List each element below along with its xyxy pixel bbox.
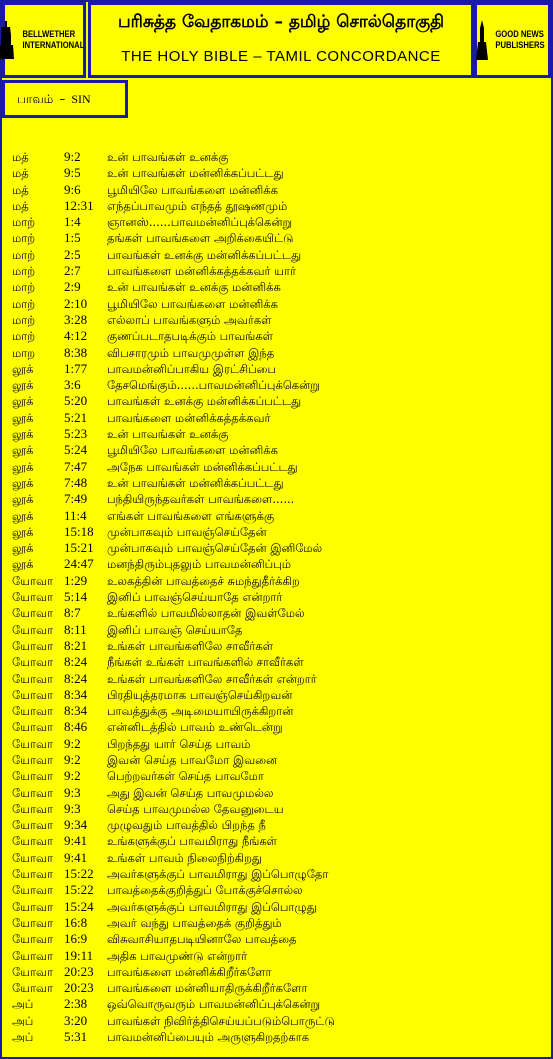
- entry-reference: 2:5: [64, 246, 81, 262]
- entry-book: யோவா: [12, 590, 54, 605]
- entry-reference: 2:38: [64, 996, 88, 1012]
- entry-reference: 11:4: [64, 507, 87, 523]
- entry-text: பெற்றவர்கள் செய்த பாவமோ: [107, 769, 264, 784]
- entry-reference: 16:9: [64, 931, 88, 947]
- concordance-entry: [12, 296, 335, 312]
- entry-text: பாவங்களை மன்னிக்கிறீர்களோ: [107, 964, 272, 979]
- entry-reference: 9:2: [64, 768, 81, 784]
- entry-reference: 8:24: [64, 654, 88, 670]
- entry-text: பாவங்களை மன்னிக்கத்தக்கவர் யார்: [107, 264, 297, 279]
- concordance-entry: [12, 899, 335, 915]
- entry-book: லூக்: [12, 508, 34, 523]
- entry-book: அப்: [12, 1030, 34, 1045]
- concordance-entry: [12, 573, 335, 589]
- concordance-entry: [12, 149, 335, 165]
- entry-text: பாவங்கள் உனக்கு மன்னிக்கப்பட்டது: [107, 394, 302, 409]
- entry-book: யோவா: [12, 704, 54, 719]
- headword-tamil: பாவம்: [17, 92, 54, 106]
- entry-reference: 3:20: [64, 1012, 88, 1028]
- entry-book: யோவா: [12, 785, 54, 800]
- entry-reference: 15:22: [64, 882, 94, 898]
- entry-text: முன்பாகவும் பாவஞ்செய்தேன் இனிமேல்: [107, 541, 323, 556]
- entry-text: செய்த பாவமுமல்ல தேவனுடைய: [107, 801, 284, 816]
- concordance-entry: [12, 230, 335, 246]
- title-box: [88, 2, 474, 78]
- entry-text: நீங்கள் உங்கள் பாவங்களில் சாவீர்கள்: [107, 655, 304, 670]
- concordance-entry: [12, 605, 335, 621]
- concordance-entry: [12, 377, 335, 393]
- logo-right-line2: PUBLISHERS: [495, 40, 545, 50]
- entry-text: தேசமெங்கும்......பாவமன்னிப்புக்கென்று: [107, 378, 320, 393]
- entry-book: மாற்: [12, 329, 36, 344]
- entry-text: அவர் வந்து பாவத்தைக் குறித்தும்: [107, 915, 282, 930]
- concordance-entry: [12, 410, 335, 426]
- concordance-entry: [12, 752, 335, 768]
- entry-reference: 9:41: [64, 833, 88, 849]
- concordance-entry: [12, 736, 335, 752]
- entry-reference: 2:10: [64, 295, 88, 311]
- entry-book: யோவா: [12, 655, 54, 670]
- concordance-entry: [12, 1029, 335, 1045]
- concordance-entry: [12, 328, 335, 344]
- entry-text: விபசாரமும் பாவமுமுள்ள இந்த: [107, 345, 275, 360]
- concordance-entry: [12, 817, 335, 833]
- entry-text: உங்கள் பாவங்களிலே சாவீர்கள்: [107, 638, 274, 653]
- entry-book: லூக்: [12, 361, 34, 376]
- concordance-entry: [12, 263, 335, 279]
- entry-reference: 20:23: [64, 963, 94, 979]
- concordance-entry: [12, 964, 335, 980]
- entry-book: மாற்: [12, 215, 36, 230]
- entry-reference: 7:49: [64, 491, 88, 507]
- entry-book: லூக்: [12, 541, 34, 556]
- entry-reference: 3:28: [64, 311, 88, 327]
- entry-reference: 8:34: [64, 686, 88, 702]
- good-news-logo: [474, 2, 551, 78]
- concordance-entry: [12, 165, 335, 181]
- title-english: THE HOLY BIBLE – TAMIL CONCORDANCE: [121, 48, 441, 65]
- headword-english: SIN: [71, 92, 91, 106]
- entry-book: யோவா: [12, 915, 54, 930]
- entry-book: மத்: [12, 166, 29, 181]
- entry-text: எல்லாப் பாவங்களும் அவர்கள்: [107, 312, 272, 327]
- entry-reference: 8:21: [64, 637, 88, 653]
- concordance-entry: [12, 638, 335, 654]
- entry-reference: 7:47: [64, 458, 88, 474]
- entry-text: எங்கள் பாவங்களை எங்களுக்கு: [107, 508, 275, 523]
- entry-reference: 4:12: [64, 328, 88, 344]
- entry-text: உன் பாவங்கள் உனக்கு: [107, 427, 229, 442]
- concordance-entry: [12, 198, 335, 214]
- entry-book: அப்: [12, 997, 34, 1012]
- concordance-entry: [12, 508, 335, 524]
- entry-text: முழுவதும் பாவத்தில் பிறந்த நீ: [107, 818, 266, 833]
- entry-reference: 9:41: [64, 849, 88, 865]
- entry-text: முன்பாகவும் பாவஞ்செய்தேன்: [107, 524, 267, 539]
- entry-book: யோவா: [12, 867, 54, 882]
- entry-book: யோவா: [12, 883, 54, 898]
- concordance-entry: [12, 1013, 335, 1029]
- entry-reference: 5:31: [64, 1029, 88, 1045]
- entry-reference: 9:3: [64, 784, 81, 800]
- entry-book: லூக்: [12, 475, 34, 490]
- entry-reference: 24:47: [64, 556, 94, 572]
- concordance-entry: [12, 931, 335, 947]
- concordance-entry: [12, 459, 335, 475]
- entry-book: மாற்: [12, 280, 36, 295]
- entry-reference: 9:2: [64, 735, 81, 751]
- entry-text: பாவங்களை மன்னியாதிருக்கிறீர்களோ: [107, 981, 308, 996]
- concordance-entry: [12, 312, 335, 328]
- entry-text: அதிக பாவமுண்டு என்றார்: [107, 948, 248, 963]
- entry-book: மாற: [12, 345, 36, 360]
- entry-book: யோவா: [12, 932, 54, 947]
- entry-text: பாவங்கள் உனக்கு மன்னிக்கப்பட்டது: [107, 247, 302, 262]
- headword-box: [2, 80, 128, 118]
- entry-reference: 8:38: [64, 344, 88, 360]
- entry-reference: 1:29: [64, 572, 88, 588]
- entry-book: யோவா: [12, 964, 54, 979]
- entry-book: யோவா: [12, 720, 54, 735]
- entry-reference: 5:23: [64, 426, 88, 442]
- entry-book: லூக்: [12, 410, 34, 425]
- concordance-entry: [12, 882, 335, 898]
- entry-book: யோவா: [12, 687, 54, 702]
- entry-reference: 12:31: [64, 197, 94, 213]
- entry-reference: 5:24: [64, 442, 88, 458]
- concordance-entry: [12, 622, 335, 638]
- entry-book: லூக்: [12, 492, 34, 507]
- entry-text: உன் பாவங்கள் மன்னிக்கப்பட்டது: [107, 166, 284, 181]
- entry-book: லூக்: [12, 557, 34, 572]
- title-tamil: பரிசுத்த வேதாகமம் – தமிழ் சொல்தொகுதி: [117, 12, 445, 32]
- entry-text: பாவங்களை மன்னிக்கத்தக்கவர்: [107, 410, 271, 425]
- concordance-entry: [12, 589, 335, 605]
- concordance-entry: [12, 556, 335, 572]
- concordance-entry: [12, 768, 335, 784]
- logo-right-line1: GOOD NEWS: [495, 29, 544, 39]
- concordance-entry: [12, 345, 335, 361]
- concordance-entry: [12, 719, 335, 735]
- entry-text: பாவங்கள் நிவிர்த்திசெய்யப்படும்பொருட்டு: [107, 1013, 335, 1028]
- entry-reference: 5:14: [64, 589, 88, 605]
- entry-book: யோவா: [12, 671, 54, 686]
- entry-reference: 3:6: [64, 377, 81, 393]
- entry-reference: 8:24: [64, 670, 88, 686]
- entry-book: மத்: [12, 150, 29, 164]
- concordance-entry: [12, 426, 335, 442]
- entry-text: உங்களுக்குப் பாவமிராது நீங்கள்: [107, 834, 278, 849]
- logo-left-line2: INTERNATIONAL: [22, 40, 85, 50]
- entry-book: மத்: [12, 198, 29, 213]
- concordance-entry: [12, 703, 335, 719]
- entry-reference: 8:7: [64, 605, 81, 621]
- entry-reference: 20:23: [64, 980, 94, 996]
- entry-book: யோவா: [12, 834, 54, 849]
- entry-reference: 9:2: [64, 751, 81, 767]
- entry-book: அப்: [12, 1013, 34, 1028]
- entry-book: யோவா: [12, 769, 54, 784]
- entry-text: உலகத்தின் பாவத்தைச் சுமந்துதீர்க்கிற: [107, 573, 300, 588]
- entry-book: யோவா: [12, 752, 54, 767]
- concordance-entry: [12, 214, 335, 230]
- concordance-list: [12, 149, 335, 1045]
- entry-text: உங்களில் பாவமில்லாதன் இவள்மேல்: [107, 606, 305, 621]
- entry-reference: 1:5: [64, 230, 81, 246]
- concordance-entry: [12, 491, 335, 507]
- entry-text: அவர்களுக்குப் பாவமிராது இப்பொழுதோ: [107, 867, 329, 882]
- entry-text: இவன் செய்த பாவமோ இவனை: [107, 752, 278, 767]
- entry-text: பந்தியிருந்தவர்கள் பாவங்களை......: [107, 492, 295, 507]
- entry-reference: 15:21: [64, 540, 94, 556]
- entry-book: மாற்: [12, 247, 36, 262]
- entry-book: யோவா: [12, 736, 54, 751]
- entry-reference: 7:48: [64, 474, 88, 490]
- entry-book: மாற்: [12, 296, 36, 311]
- entry-reference: 2:9: [64, 279, 81, 295]
- entry-book: யோவா: [12, 948, 54, 963]
- entry-reference: 9:34: [64, 817, 88, 833]
- concordance-entry: [12, 247, 335, 263]
- entry-book: மாற்: [12, 231, 36, 246]
- entry-reference: 9:6: [64, 181, 81, 197]
- entry-text: அது இவன் செய்த பாவமுமல்ல: [107, 785, 274, 800]
- entry-reference: 5:21: [64, 409, 88, 425]
- entry-text: உங்கள் பாவம் நிலைநிற்கிறது: [107, 850, 262, 865]
- entry-book: யோவா: [12, 818, 54, 833]
- entry-text: அநேக பாவங்கள் மன்னிக்கப்பட்டது: [107, 459, 298, 474]
- entry-text: இனிப் பாவஞ் செய்யாதே: [107, 622, 243, 637]
- concordance-entry: [12, 182, 335, 198]
- entry-text: பூமியிலே பாவங்களை மன்னிக்க: [107, 296, 279, 311]
- entry-book: யோவா: [12, 622, 54, 637]
- entry-text: ஒவ்வொருவரும் பாவமன்னிப்புக்கென்று: [107, 997, 321, 1012]
- entry-reference: 9:5: [64, 165, 81, 181]
- entry-text: பாவத்துக்கு அடிமையாயிருக்கிறான்: [107, 704, 294, 719]
- concordance-entry: [12, 393, 335, 409]
- bellwether-logo: [2, 2, 86, 78]
- concordance-entry: [12, 801, 335, 817]
- bell-tower-icon: [0, 21, 14, 59]
- entry-reference: 9:2: [64, 149, 81, 164]
- concordance-entry: [12, 442, 335, 458]
- entry-text: தங்கள் பாவங்களை அறிக்கையிட்டு: [107, 231, 294, 246]
- entry-reference: 1:4: [64, 214, 81, 230]
- entry-book: யோவா: [12, 899, 54, 914]
- entry-book: யோவா: [12, 801, 54, 816]
- entry-book: யோவா: [12, 850, 54, 865]
- entry-reference: 19:11: [64, 947, 94, 963]
- concordance-entry: [12, 833, 335, 849]
- entry-book: லூக்: [12, 443, 34, 458]
- entry-text: இனிப் பாவஞ்செய்யாதே என்றார்: [107, 590, 283, 605]
- entry-text: குணப்படாதபடிக்கும் பாவங்கள்: [107, 329, 274, 344]
- entry-reference: 2:7: [64, 263, 81, 279]
- entry-reference: 5:20: [64, 393, 88, 409]
- concordance-entry: [12, 654, 335, 670]
- entry-text: உன் பாவங்கள் உனக்கு மன்னிக்க: [107, 280, 281, 295]
- entry-text: என்னிடத்தில் பாவம் உண்டென்று: [107, 720, 283, 735]
- entry-reference: 8:11: [64, 621, 87, 637]
- entry-text: பூமியிலே பாவங்களை மன்னிக்க: [107, 182, 279, 197]
- concordance-entry: [12, 866, 335, 882]
- concordance-entry: [12, 540, 335, 556]
- concordance-entry: [12, 279, 335, 295]
- concordance-entry: [12, 785, 335, 801]
- concordance-entry: [12, 948, 335, 964]
- entry-book: யோவா: [12, 981, 54, 996]
- entry-reference: 1:77: [64, 360, 88, 376]
- entry-book: லூக்: [12, 394, 34, 409]
- concordance-entry: [12, 671, 335, 687]
- entry-text: விசுவாசியாதபடியினாலே பாவத்தை: [107, 932, 297, 947]
- entry-book: யோவா: [12, 573, 54, 588]
- entry-book: லூக்: [12, 427, 34, 442]
- entry-text: பாவமன்னிப்பையும் அருளுகிறதற்காக: [107, 1030, 310, 1045]
- entry-book: லூக்: [12, 459, 34, 474]
- concordance-entry: [12, 361, 335, 377]
- entry-book: மாற்: [12, 312, 36, 327]
- entry-book: லூக்: [12, 524, 34, 539]
- entry-text: பிறந்தது யார் செய்த பாவம்: [107, 736, 251, 751]
- concordance-entry: [12, 996, 335, 1012]
- entry-text: எந்தப்பாவமும் எந்தத் தூஷணமும்: [107, 198, 288, 213]
- entry-text: பிரதியுத்தரமாக பாவஞ்செய்கிறவன்: [107, 687, 293, 702]
- entry-text: மனந்திரும்புதலும் பாவமன்னிப்பும்: [107, 557, 292, 572]
- concordance-entry: [12, 687, 335, 703]
- concordance-entry: [12, 524, 335, 540]
- entry-text: பூமியிலே பாவங்களை மன்னிக்க: [107, 443, 279, 458]
- concordance-entry: [12, 915, 335, 931]
- entry-text: பாவத்தைக்குறித்துப் போக்குச்சொல்ல: [107, 883, 303, 898]
- entry-book: யோவா: [12, 606, 54, 621]
- entry-reference: 15:18: [64, 523, 94, 539]
- entry-text: உன் பாவங்கள் உனக்கு: [107, 150, 229, 164]
- entry-reference: 15:24: [64, 898, 94, 914]
- concordance-entry: [12, 980, 335, 996]
- concordance-entry: [12, 475, 335, 491]
- entry-book: மாற்: [12, 264, 36, 279]
- entry-reference: 8:34: [64, 703, 88, 719]
- logo-left-line1: BELLWETHER: [22, 29, 76, 39]
- entry-text: பாவமன்னிப்பாகிய இரட்சிப்பை: [107, 361, 277, 376]
- headword-separator: –: [59, 92, 66, 106]
- entry-book: யோவா: [12, 638, 54, 653]
- entry-text: அவர்களுக்குப் பாவமிராது இப்பொழுது: [107, 899, 317, 914]
- entry-reference: 15:22: [64, 866, 94, 882]
- entry-reference: 16:8: [64, 914, 88, 930]
- entry-reference: 9:3: [64, 800, 81, 816]
- tower-icon: [476, 20, 488, 60]
- entry-book: மத்: [12, 182, 29, 197]
- entry-book: லூக்: [12, 378, 34, 393]
- entry-reference: 8:46: [64, 719, 88, 735]
- entry-text: ஞானஸ்......பாவமன்னிப்புக்கென்று: [107, 215, 293, 230]
- entry-text: உங்கள் பாவங்களிலே சாவீர்கள் என்றார்: [107, 671, 317, 686]
- entry-text: உன் பாவங்கள் மன்னிக்கப்பட்டது: [107, 475, 284, 490]
- concordance-entry: [12, 850, 335, 866]
